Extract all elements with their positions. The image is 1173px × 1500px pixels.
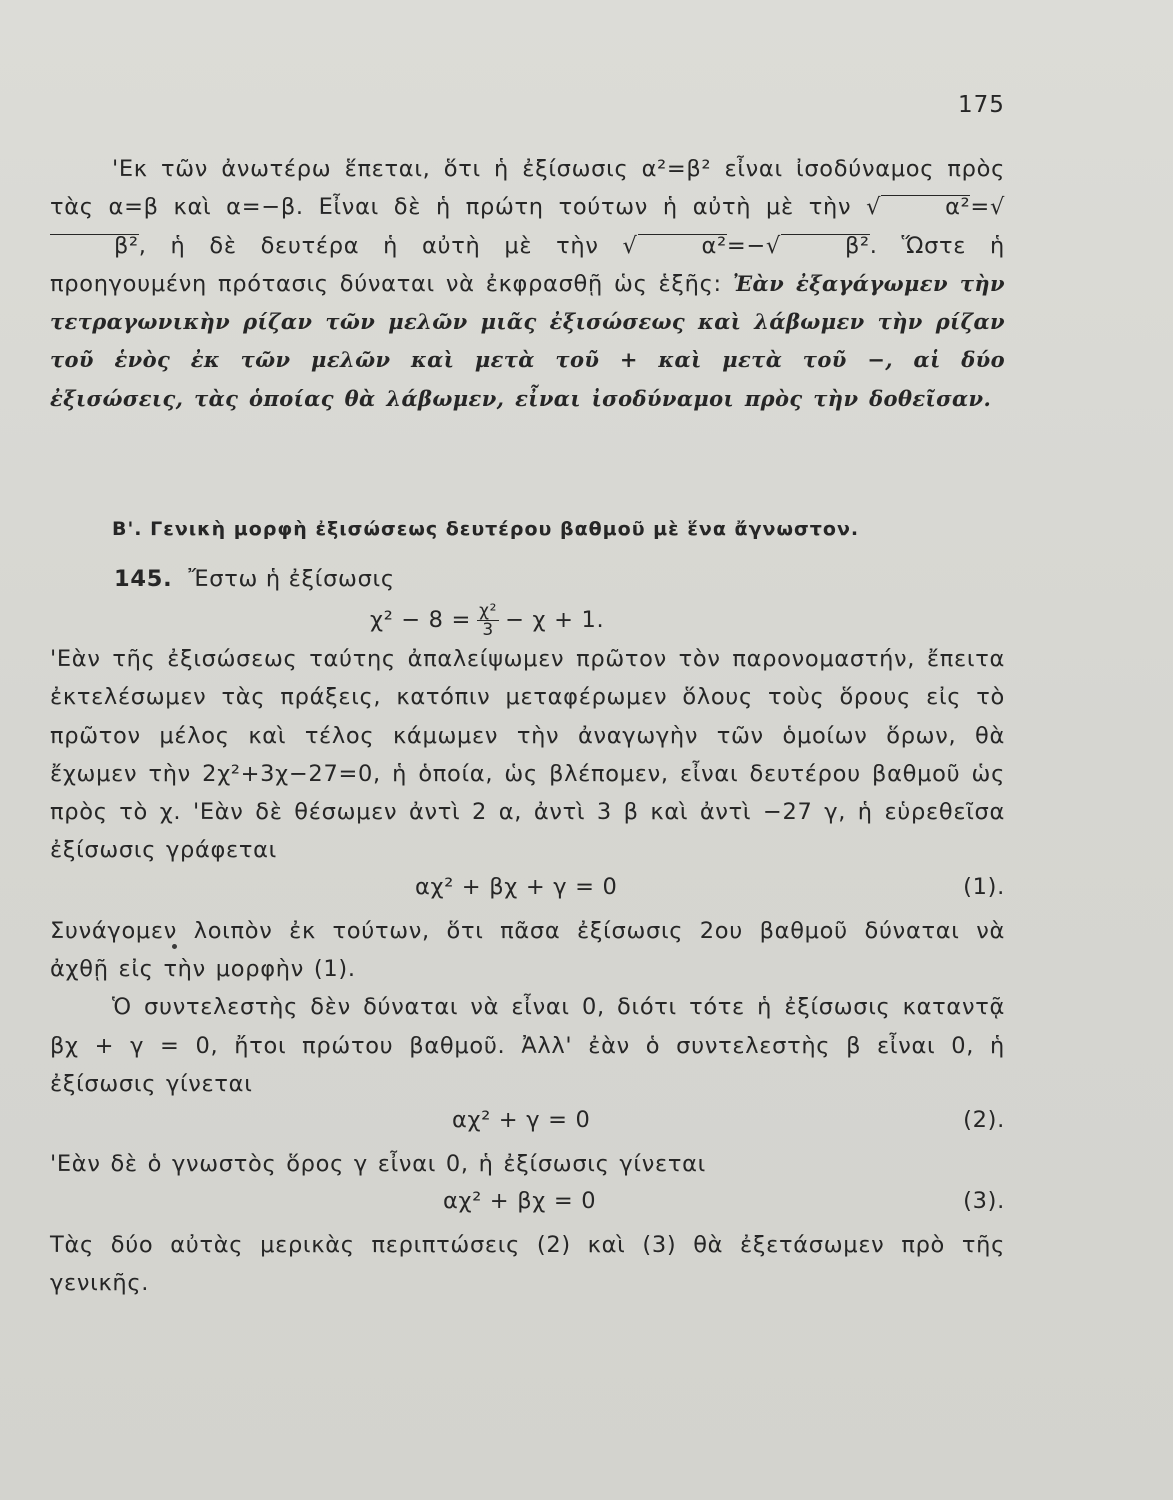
radical-4: √ β² — [765, 232, 870, 259]
section-heading-block — [112, 518, 1002, 540]
equation-3-number: (3). — [963, 1187, 1005, 1214]
para1-text-1: 'Εκ τῶν ἀνωτέρω ἕπεται, ὅτι ἡ ἐξίσωσις α²=β² εἶναι ἰσοδύναμος πρὸς τὰς α=β καὶ α=−β. Εἶναι δὲ ἡ πρώτη τούτων ἡ αὐτὴ μὲ τὴν — [50, 156, 1005, 221]
eq0-right: − χ + 1. — [505, 607, 605, 633]
section-intro-line — [50, 560, 1005, 598]
equation-2-number: (2). — [963, 1107, 1005, 1134]
fraction — [477, 602, 499, 639]
equation-2 — [50, 1103, 1005, 1145]
page-number: 175 — [958, 92, 1005, 118]
fraction-denominator: 3 — [482, 620, 494, 640]
ink-speck — [172, 944, 177, 949]
section-145 — [50, 560, 1005, 1302]
paragraph-sqrt-conclusion — [50, 150, 1005, 418]
para1-text-4: =− — [726, 232, 766, 259]
fraction-numerator: χ² — [479, 601, 498, 621]
radicand-3: α² — [638, 234, 727, 257]
equation-1-formula: αχ² + βχ + γ = 0 — [415, 873, 618, 900]
radicand-2: β² — [50, 234, 139, 257]
italic-theorem: Ἐὰν ἐξαγάγωμεν τὴν τετραγωνικὴν ρίζαν τῶν μελῶν μιᾶς ἐξισώσεως καὶ λάβωμεν τὴν ρίζαν τοῦ ἑνὸς ἐκ τῶν μελῶν καὶ μετὰ τοῦ + καὶ μετὰ τοῦ −, αἱ δύο ἐξισώσεις, τὰς ὁποίας θὰ λάβωμεν, εἶναι ἰσοδύναμοι πρὸς τὴν δοθεῖσαν. — [50, 270, 1005, 411]
paragraph-special-cases: Τὰς δύο αὐτὰς μερικὰς περιπτώσεις (2) καὶ (3) θὰ ἐξετάσωμεν πρὸ τῆς γενικῆς. — [50, 1231, 1005, 1296]
equation-3-formula: αχ² + βχ = 0 — [443, 1187, 597, 1214]
para1-text-5: . Ὥστε ἡ προηγουμένη πρότασις δύναται νὰ ἐκφρασθῇ ὡς ἑξῆς: — [50, 232, 1005, 297]
section-heading: Β'. Γενικὴ μορφὴ ἐξισώσεως δευτέρου βαθμοῦ μὲ ἕνα ἄγνωστον. — [112, 518, 860, 540]
para1-text-3: , ἡ δὲ δευτέρα ἡ αὐτὴ μὲ τὴν — [138, 232, 623, 259]
paragraph-general-form: Συνάγομεν λοιπὸν ἐκ τούτων, ὅτι πᾶσα ἐξίσωσις 2ου βαθμοῦ δύναται νὰ ἀχθῇ εἰς τὴν μορφὴν (1). — [50, 917, 1005, 983]
paragraph-reduction: 'Εὰν τῆς ἐξισώσεως ταύτης ἀπαλείψωμεν πρῶτον τὸν παρονομαστήν, ἔπειτα ἐκτελέσωμεν τὰς πράξεις, κατόπιν μεταφέρωμεν ὅλους τοὺς ὅρους εἰς τὸ πρῶτον μέλος καὶ τέλος κάμωμεν τὴν ἀναγωγὴν τῶν ὁμοίων ὅρων, θὰ ἔχωμεν τὴν 2χ²+3χ−27=0, ἡ ὁποία, ὡς βλέπομεν, εἶναι δευτέρου βαθμοῦ ὡς πρὸς τὸ χ. 'Εὰν δὲ θέσωμεν ἀντὶ 2 α, ἀντὶ 3 β καὶ ἀντὶ −27 γ, ἡ εὑρεθεῖσα ἐξίσωσις γράφεται — [50, 646, 1005, 864]
section-number: 145. — [114, 566, 173, 592]
equation-1-number: (1). — [963, 873, 1005, 900]
radical-2: √β² — [50, 194, 1005, 258]
equation-initial-formula — [370, 602, 604, 639]
paragraph-coefficient: Ὁ συντελεστὴς δὲν δύναται νὰ εἶναι 0, διότι τότε ἡ ἐξίσωσις καταντᾷ βχ + γ = 0, ἤτοι πρώτου βαθμοῦ. Ἀλλ' ἐὰν ὁ συντελεστὴς β εἶναι 0, ἡ ἐξίσωσις γίνεται — [50, 994, 1005, 1097]
equation-1 — [50, 870, 1005, 912]
radical-3: √ α² — [622, 232, 727, 259]
para1-text-2: = — [970, 194, 990, 221]
radical-1: √ α² — [866, 194, 971, 221]
section-intro-text: Ἔστω ἡ ἐξίσωσις — [188, 566, 395, 592]
eq0-left: χ² − 8 = — [370, 607, 472, 633]
paragraph-constant-term: 'Εὰν δὲ ὁ γνωστὸς ὅρος γ εἶναι 0, ἡ ἐξίσωσις γίνεται — [50, 1151, 706, 1178]
equation-2-formula: αχ² + γ = 0 — [452, 1107, 591, 1134]
equation-initial — [50, 598, 1005, 640]
intro-paragraph — [50, 150, 1005, 418]
radicand-1: α² — [881, 195, 970, 218]
equation-3 — [50, 1184, 1005, 1226]
radicand-4: β² — [781, 234, 870, 257]
